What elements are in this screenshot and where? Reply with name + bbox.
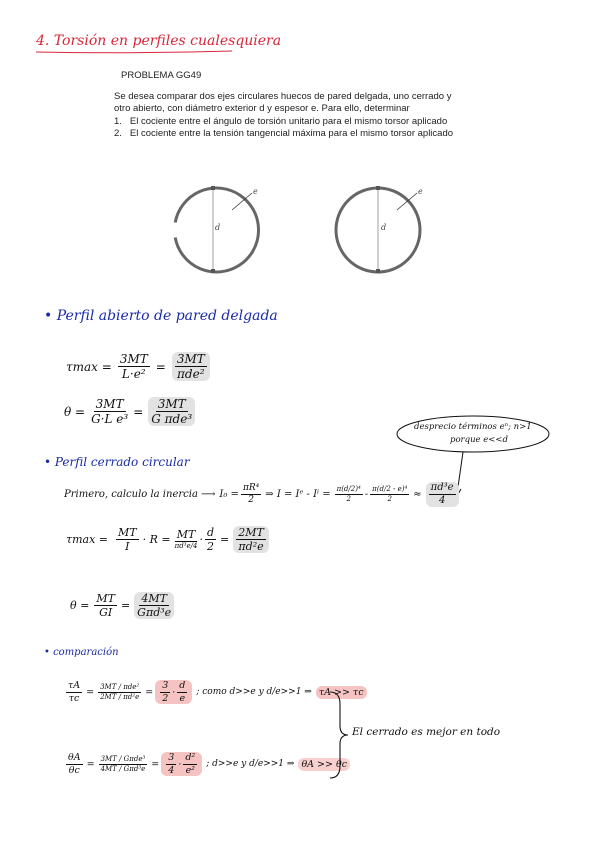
note-line-2: porque e<<d [450,435,508,445]
label-e-open: e [253,187,258,196]
problem-intro-2: otro abierto, con diámetro exterior d y espesor e. Para ello, determinar [114,103,410,114]
problem-item-1 [114,116,447,127]
open-tau-equation: τmax = $\frac{3MT}{\text{L·e²}}$ = $\frac{3MT}{\text{πde²}}$ [66,352,212,381]
comparison-theta-equation: $\frac{\theta A}{\theta c}$ = $\frac{\text{3MT / Gπde³}}{\text{4MT / Gπd³e}}$ = $\frac{3}{4}$ · $\frac{\text{d²}}{\text{e²}}$ ; d>>e y d/e>>1 ⇒ θA >> θc [64,752,350,776]
comparison-heading: • comparación [44,647,119,658]
highlight: $\frac{3MT}{\text{G πde³}}$ [148,397,195,426]
item-text: El cociente entre el ángulo de torsión unitario para el mismo torsor aplicado [129,116,448,127]
comparison-tau-equation: $\frac{\tau A}{\tau c}$ = $\frac{\text{3MT / πde²}}{\text{2MT / πd²e}}$ = $\frac{3}{2}$ · $\frac{d}{e}$ ; como d>>e y d/e>>1 ⇒ τA >> τc [64,680,367,704]
problem-intro-1: Se desea comparar dos ejes circulares huecos de pared delgada, uno cerrado y [114,91,452,102]
item-number: 1. [114,116,122,127]
problem-label: PROBLEMA GG49 [121,70,202,81]
highlight: $\frac{3}{2}$ · $\frac{d}{e}$ [155,680,192,704]
section-title: 4. Torsión en perfiles cualesquiera [36,33,282,49]
highlight: $\frac{3MT}{\text{πde²}}$ [172,352,210,381]
highlight: $\frac{4MT}{\text{Gπd³e}}$ [134,592,174,619]
highlight: $\frac{3}{4}$ · $\frac{\text{d²}}{\text{e²}}$ [161,752,202,776]
closed-inertia-equation: Primero, calculo la inercia ⟶ I₀ = $\frac{\text{πR⁴}}{2}$ ⇒ I = Iᵉ - Iⁱ = $\frac{\text{π(d/2)⁴}}{2}$ - $\frac{\text{π(d/2 - e)⁴}}{2}$ ≈ $\frac{\text{πd³e}}{4}$ [64,482,461,507]
title-underline [34,50,234,54]
result-highlight: τA >> τc [316,686,367,699]
problem-item-2 [114,128,453,139]
highlight: $\frac{\text{πd³e}}{4}$ [426,482,459,507]
label-d-open: d [215,223,221,232]
open-theta-equation: θ = $\frac{3MT}{\text{G·L e³}}$ = $\frac{3MT}{\text{G πde³}}$ [64,397,197,426]
label-d-closed: d [381,223,387,232]
note-line-1: desprecio términos eⁿ; n>1 [414,422,532,432]
label-e-closed: e [418,187,423,196]
closed-tau-equation: τmax = $\frac{MT}{I}$ · R = $\frac{MT}{\text{πd³e/4}}$ · $\frac{d}{2}$ = $\frac{2MT}{\text{πd²e}}$ [66,526,271,553]
closed-theta-equation: θ = $\frac{MT}{GI}$ = $\frac{4MT}{\text{Gπd³e}}$ [70,592,176,619]
item-text: El cociente entre la tensión tangencial máxima para el mismo torsor aplicado [129,128,454,139]
item-number: 2. [114,128,122,139]
brace [326,690,350,780]
conclusion: El cerrado es mejor en todo [352,726,501,738]
result-highlight: θA >> θc [298,758,350,771]
lhs: τmax = [66,359,112,374]
closed-profile-heading: • Perfil cerrado circular [44,455,190,469]
cross-section-figure [160,180,430,280]
open-profile-heading: • Perfil abierto de pared delgada [44,308,278,324]
highlight: $\frac{2MT}{\text{πd²e}}$ [233,526,269,553]
